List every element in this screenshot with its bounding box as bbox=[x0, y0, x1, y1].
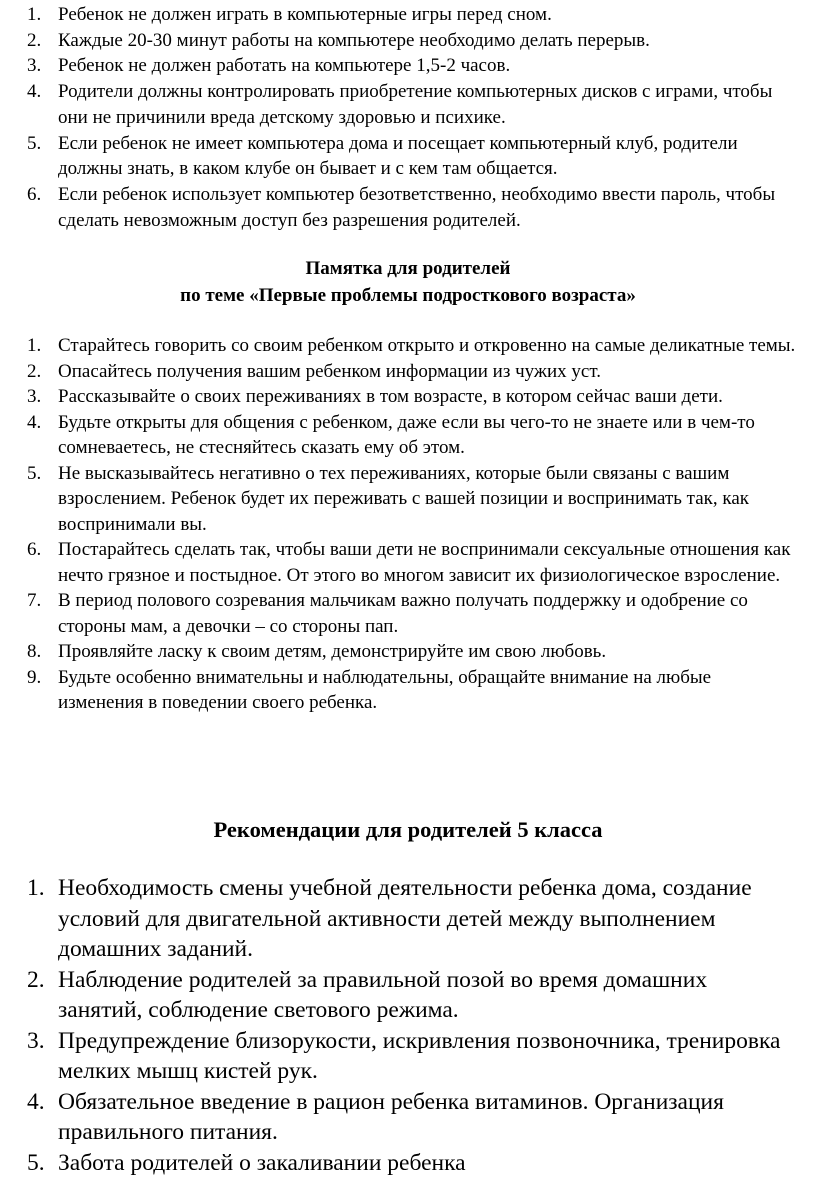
list-item-text: Необходимость смены учебной деятельности ребенка дома, создание условий для двигательной активности детей между выполнением домашних заданий. bbox=[58, 875, 752, 962]
list-item-number: 3. bbox=[27, 1026, 45, 1057]
list-item-text: Будьте открыты для общения с ребенком, даже если вы чего-то не знаете или в чем-то сомневаетесь, не стесняйтесь сказать ему об этом. bbox=[58, 412, 755, 459]
list-item-text: Родители должны контролировать приобретение компьютерных дисков с играми, чтобы они не причинили вреда детскому здоровью и психике. bbox=[58, 81, 772, 128]
list-item-number: 1. bbox=[27, 2, 41, 28]
list-item-text: Обязательное введение в рацион ребенка витаминов. Организация правильного питания. bbox=[58, 1089, 724, 1146]
list-item bbox=[27, 53, 797, 79]
list-item-number: 1. bbox=[27, 873, 45, 904]
list-item-text: Каждые 20-30 минут работы на компьютере необходимо делать перерыв. bbox=[58, 30, 650, 51]
memo-subtitle: по теме «Первые проблемы подросткового возраста» bbox=[0, 283, 816, 309]
list-item bbox=[27, 639, 797, 665]
list-item-number: 5. bbox=[27, 461, 41, 487]
list-item bbox=[27, 384, 797, 410]
list-item bbox=[27, 79, 797, 130]
list-item-text: Будьте особенно внимательны и наблюдательны, обращайте внимание на любые изменения в поведении своего ребенка. bbox=[58, 667, 711, 714]
list-item-text: Ребенок не должен играть в компьютерные игры перед сном. bbox=[58, 4, 552, 25]
list-item bbox=[27, 965, 797, 1026]
list-item bbox=[27, 1026, 797, 1087]
list-item-number: 2. bbox=[27, 965, 45, 996]
list-item-number: 4. bbox=[27, 1087, 45, 1118]
list-item-number: 8. bbox=[27, 639, 41, 665]
list-item-text: В период полового созревания мальчикам важно получать поддержку и одобрение со стороны мам, а девочки – со стороны пап. bbox=[58, 590, 748, 637]
list-item-text: Проявляйте ласку к своим детям, демонстрируйте им свою любовь. bbox=[58, 641, 606, 662]
list-item-text: Ребенок не должен работать на компьютере 1,5-2 часов. bbox=[58, 55, 510, 76]
list-item-number: 9. bbox=[27, 665, 41, 691]
list-item-number: 5. bbox=[27, 1148, 45, 1178]
teen-problems-list bbox=[27, 333, 797, 716]
list-item bbox=[27, 182, 797, 233]
list-item bbox=[27, 873, 797, 965]
list-item-number: 2. bbox=[27, 359, 41, 385]
list-item-number: 1. bbox=[27, 333, 41, 359]
list-item bbox=[27, 1087, 797, 1148]
list-item bbox=[27, 588, 797, 639]
list-item bbox=[27, 2, 797, 28]
list-item-number: 2. bbox=[27, 28, 41, 54]
list-item-number: 3. bbox=[27, 53, 41, 79]
list-item-number: 5. bbox=[27, 131, 41, 157]
list-item-text: Рассказывайте о своих переживаниях в том возрасте, в котором сейчас ваши дети. bbox=[58, 386, 723, 407]
list-item-text: Предупреждение близорукости, искривления позвоночника, тренировка мелких мышц кистей рук. bbox=[58, 1028, 780, 1085]
list-item-text: Забота родителей о закаливании ребенка bbox=[58, 1150, 466, 1176]
list-item bbox=[27, 131, 797, 182]
list-item bbox=[27, 359, 797, 385]
list-item bbox=[27, 333, 797, 359]
list-item bbox=[27, 461, 797, 538]
list-item bbox=[27, 537, 797, 588]
list-item-number: 7. bbox=[27, 588, 41, 614]
list-item-text: Не высказывайтесь негативно о тех переживаниях, которые были связаны с вашим взрослением. Ребенок будет их переживать с вашей позиции и воспринимать так, как воспринимали вы. bbox=[58, 463, 749, 535]
list-item-number: 3. bbox=[27, 384, 41, 410]
computer-rules-list bbox=[27, 2, 797, 233]
list-item-text: Если ребенок использует компьютер безответственно, необходимо ввести пароль, чтобы сделать невозможным доступ без разрешения родителей. bbox=[58, 184, 775, 231]
memo-title: Памятка для родителей bbox=[0, 256, 816, 282]
list-item-text: Наблюдение родителей за правильной позой во время домашних занятий, соблюдение светового режима. bbox=[58, 967, 707, 1024]
list-item bbox=[27, 28, 797, 54]
list-item bbox=[27, 410, 797, 461]
recommendations-title: Рекомендации для родителей 5 класса bbox=[0, 815, 816, 845]
list-item-number: 4. bbox=[27, 79, 41, 105]
list-item-number: 4. bbox=[27, 410, 41, 436]
list-item-text: Опасайтесь получения вашим ребенком информации из чужих уст. bbox=[58, 361, 601, 382]
list-item bbox=[27, 665, 797, 716]
list-item-number: 6. bbox=[27, 537, 41, 563]
list-item-text: Постарайтесь сделать так, чтобы ваши дети не воспринимали сексуальные отношения как нечто грязное и постыдное. От этого во многом зависит их физиологическое взросление. bbox=[58, 539, 790, 586]
list-item-text: Старайтесь говорить со своим ребенком открыто и откровенно на самые деликатные темы. bbox=[58, 335, 795, 356]
list-item-number: 6. bbox=[27, 182, 41, 208]
list-item-text: Если ребенок не имеет компьютера дома и посещает компьютерный клуб, родители должны знать, в каком клубе он бывает и с кем там общается. bbox=[58, 133, 738, 180]
recommendations-list bbox=[27, 873, 797, 1178]
